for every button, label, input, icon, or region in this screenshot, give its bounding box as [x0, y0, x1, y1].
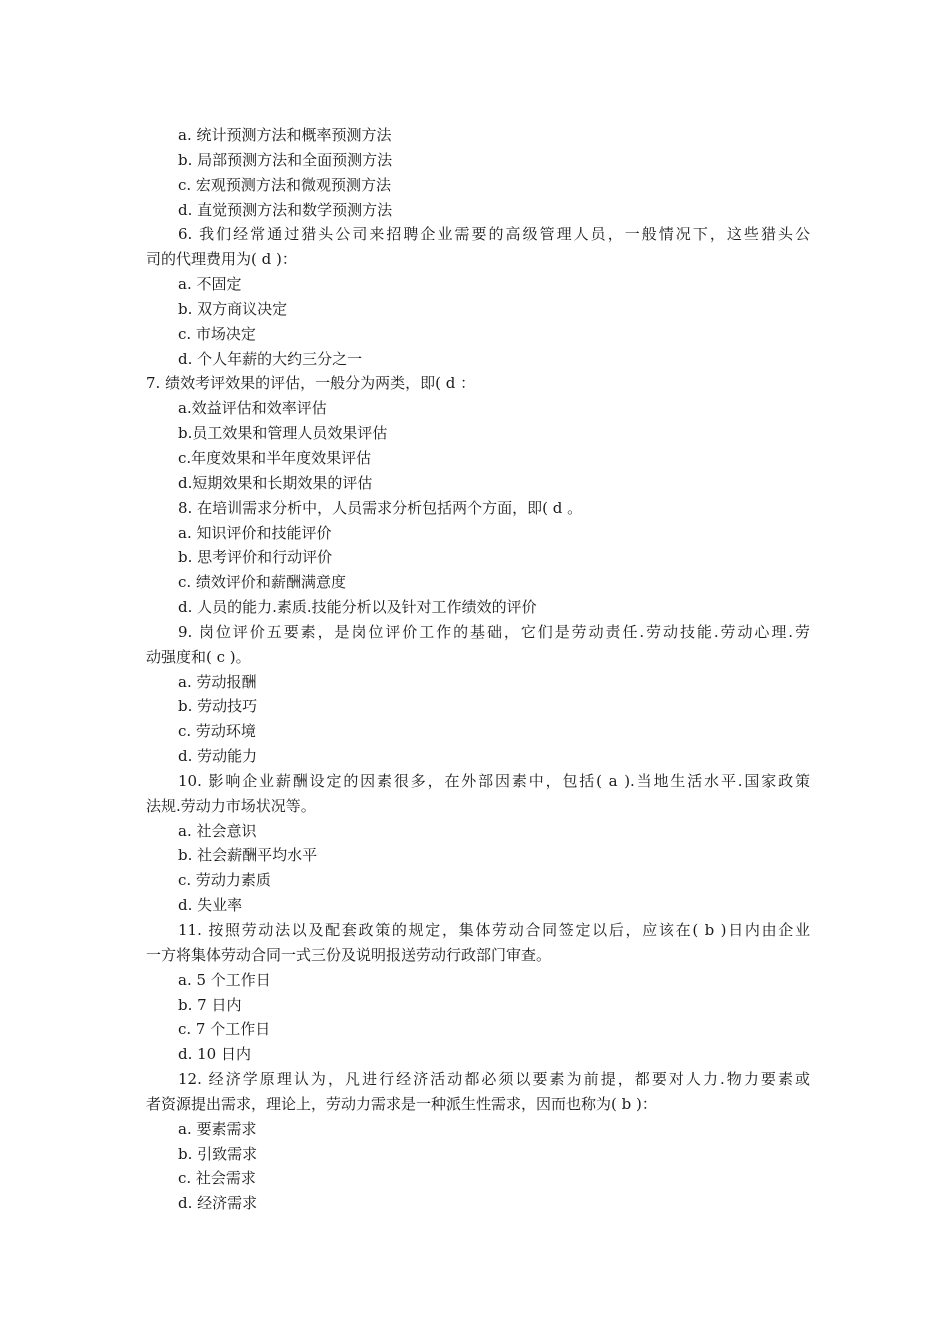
answer-option: b. 思考评价和行动评价	[178, 548, 333, 567]
answer-option: a. 统计预测方法和概率预测方法	[178, 126, 392, 144]
question-text: 10. 影响企业薪酬设定的因素很多，在外部因素中，包括( a ).当地生活水平.国家政策	[178, 771, 810, 790]
answer-option: c. 市场决定	[178, 324, 256, 343]
answer-option: c. 宏观预测方法和微观预测方法	[178, 175, 391, 194]
question-text-continued: 动强度和( c )。	[146, 647, 251, 666]
question-list	[146, 123, 810, 1216]
answer-option: b. 社会薪酬平均水平	[178, 846, 318, 865]
answer-option: b. 双方商议决定	[178, 299, 288, 318]
answer-option: d.短期效果和长期效果的评估	[178, 473, 373, 492]
question-text: 6. 我们经常通过猎头公司来招聘企业需要的高级管理人员，一般情况下，这些猎头公	[178, 225, 810, 244]
answer-option: a. 不固定	[178, 275, 242, 294]
answer-option: b. 引致需求	[178, 1144, 258, 1163]
answer-option: 8. 在培训需求分析中，人员需求分析包括两个方面，即( d 。	[178, 498, 583, 517]
answer-option: d. 10 日内	[178, 1045, 251, 1064]
answer-option: d. 劳动能力	[178, 747, 258, 766]
answer-option: b. 局部预测方法和全面预测方法	[178, 150, 393, 169]
question-text-continued: 者资源提出需求，理论上，劳动力需求是一种派生性需求，因而也称为( b )：	[146, 1094, 657, 1113]
answer-option: c. 社会需求	[178, 1169, 256, 1188]
answer-option: c. 7 个工作日	[178, 1020, 271, 1039]
answer-option: d. 失业率	[178, 896, 243, 915]
answer-option: a. 知识评价和技能评价	[178, 523, 332, 542]
answer-option: c. 劳动力素质	[178, 871, 271, 890]
question-text-continued: 一方将集体劳动合同一式三份及说明报送劳动行政部门审查。	[146, 945, 552, 964]
answer-option: c. 劳动环境	[178, 722, 256, 741]
answer-option: d. 人员的能力.素质.技能分析以及针对工作绩效的评价	[178, 598, 537, 617]
answer-option: a. 社会意识	[178, 821, 257, 840]
answer-option: b. 劳动技巧	[178, 697, 258, 716]
answer-option: c. 绩效评价和薪酬满意度	[178, 573, 346, 592]
answer-option: a. 要素需求	[178, 1119, 257, 1138]
question-text: 11. 按照劳动法以及配套政策的规定，集体劳动合同签定以后，应该在( b )日内由企业	[178, 921, 810, 939]
answer-option: a. 5 个工作日	[178, 970, 271, 989]
answer-option: d. 经济需求	[178, 1194, 258, 1213]
answer-option: c.年度效果和半年度效果评估	[178, 448, 372, 467]
answer-option: d. 个人年薪的大约三分之一	[178, 349, 363, 368]
question-text: 12. 经济学原理认为，凡进行经济活动都必须以要素为前提，都要对人力.物力要素或	[178, 1070, 810, 1089]
answer-option: d. 直觉预测方法和数学预测方法	[178, 200, 393, 219]
answer-option: a. 劳动报酬	[178, 672, 257, 691]
answer-option: a.效益评估和效率评估	[178, 399, 327, 418]
question-text-continued: 法规.劳动力市场状况等。	[146, 796, 316, 815]
question-text: 9. 岗位评价五要素，是岗位评价工作的基础，它们是劳动责任.劳动技能.劳动心理.劳	[178, 622, 810, 641]
question-text-continued: 司的代理费用为( d )：	[146, 250, 297, 269]
answer-option: b.员工效果和管理人员效果评估	[178, 424, 388, 443]
question-text: 7. 绩效考评效果的评估，一般分为两类，即( d ：	[146, 374, 476, 393]
answer-option: b. 7 日内	[178, 995, 242, 1014]
